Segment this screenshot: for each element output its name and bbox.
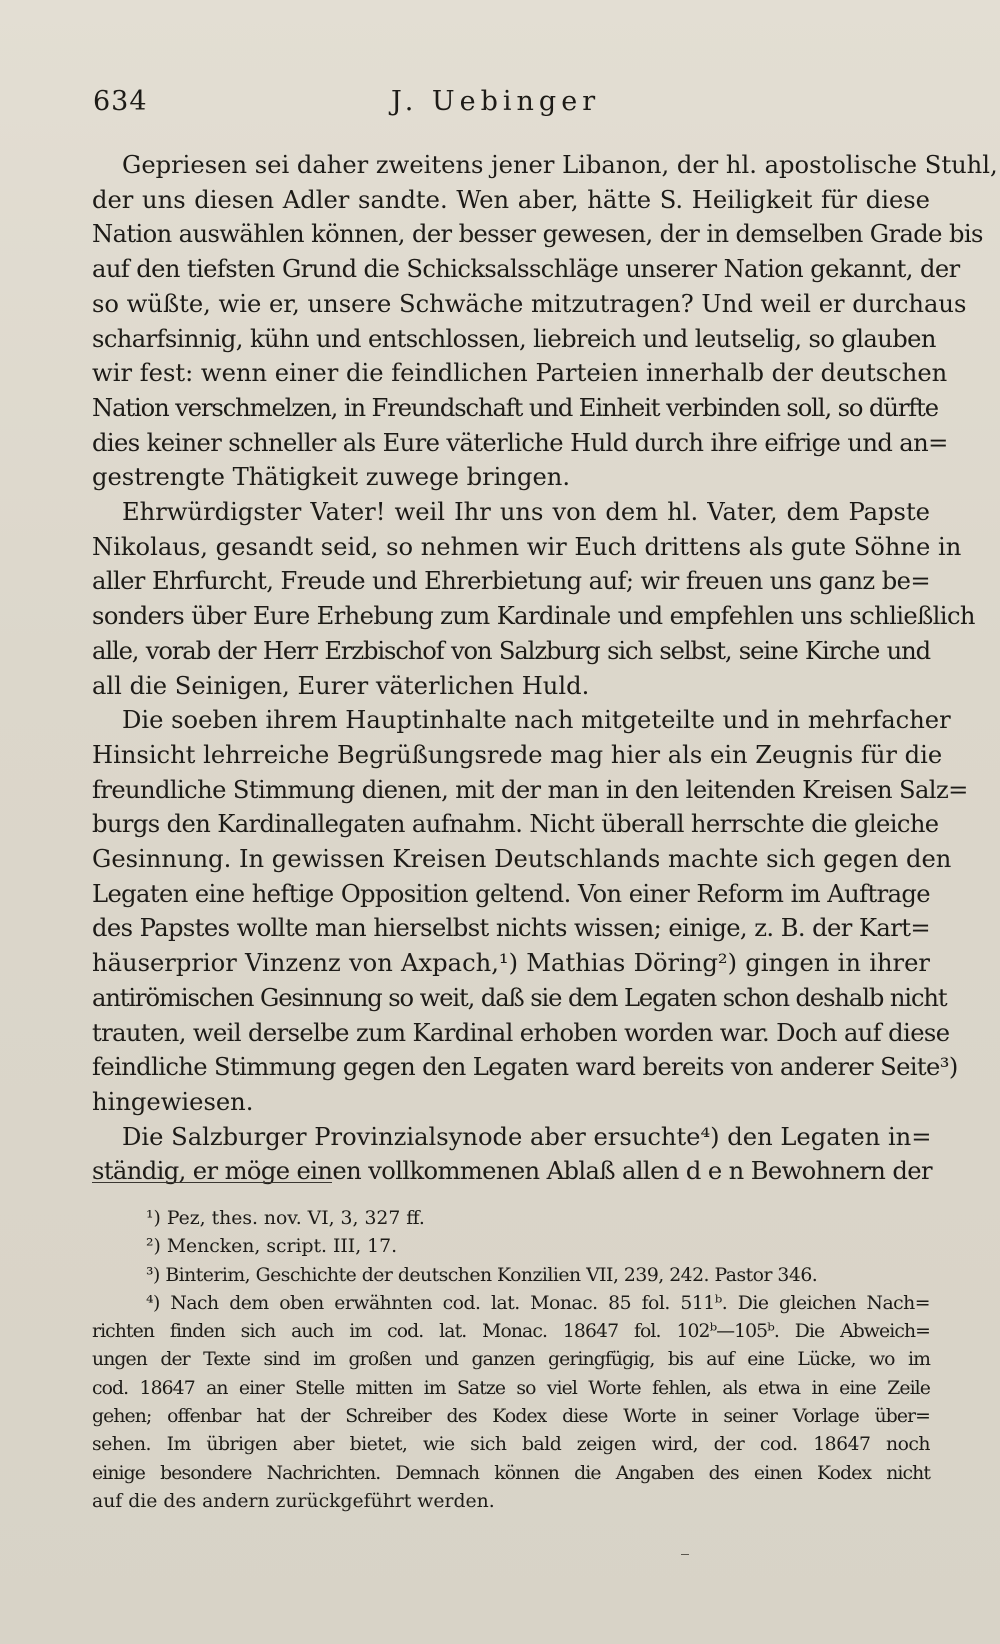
footnote-line: ungen der Texte sind im großen und ganzen geringfügig, bis auf eine Lücke, wo im xyxy=(92,1349,930,1371)
text-line: der uns diesen Adler sandte. Wen aber, hätte S. Heiligkeit für diese xyxy=(92,185,930,214)
text-line: Die soeben ihrem Hauptinhalte nach mitgeteilte und in mehrfacher xyxy=(122,706,951,735)
footnotes xyxy=(92,1205,930,1516)
text-line: feindliche Stimmung gegen den Legaten ward bereits von anderer Seite³) xyxy=(92,1053,958,1082)
text-line: wir fest: wenn einer die feindlichen Parteien innerhalb der deutschen xyxy=(92,359,948,388)
footnote-line: sehen. Im übrigen aber bietet, wie sich bald zeigen wird, der cod. 18647 noch xyxy=(92,1434,930,1456)
footnote-line: ¹) Pez, thes. nov. VI, 3, 327 ff. xyxy=(146,1208,425,1229)
text-line: freundliche Stimmung dienen, mit der man in den leitenden Kreisen Salz= xyxy=(92,775,968,804)
text-line: Die Salzburger Provinzialsynode aber ersuchte⁴) den Legaten in= xyxy=(122,1122,932,1151)
text-line: alle, vorab der Herr Erzbischof von Salzburg sich selbst, seine Kirche und xyxy=(92,636,930,665)
text-line: Gesinnung. In gewissen Kreisen Deutschlands machte sich gegen den xyxy=(92,845,952,874)
footnote-line: ⁴) Nach dem oben erwähnten cod. lat. Monac. 85 fol. 511ᵇ. Die gleichen Nach= xyxy=(146,1292,930,1314)
text-line: dies keiner schneller als Eure väterliche Huld durch ihre eifrige und an= xyxy=(92,428,948,457)
text-line: aller Ehrfurcht, Freude und Ehrerbietung auf; wir freuen uns ganz be= xyxy=(92,567,930,596)
footnote-line: ²) Mencken, script. III, 17. xyxy=(146,1236,398,1258)
text-line: so wüßte, wie er, unsere Schwäche mitzutragen? Und weil er durchaus xyxy=(92,289,967,318)
text-line: trauten, weil derselbe zum Kardinal erhoben worden war. Doch auf diese xyxy=(92,1018,950,1047)
running-head: J. Uebinger xyxy=(391,86,601,117)
stray-mark xyxy=(681,1554,689,1555)
text-line: Legaten eine heftige Opposition geltend. Von einer Reform im Auftrage xyxy=(92,879,930,908)
text-line: auf den tiefsten Grund die Schicksalsschläge unserer Nation gekannt, der xyxy=(92,255,960,284)
footnote-line: richten finden sich auch im cod. lat. Monac. 18647 fol. 102ᵇ—105ᵇ. Die Abweich= xyxy=(92,1321,930,1343)
text-line: hingewiesen. xyxy=(92,1087,254,1116)
footnote-line: cod. 18647 an einer Stelle mitten im Satze so viel Worte fehlen, als etwa in eine Zeile xyxy=(92,1377,930,1399)
footnote-line: gehen; offenbar hat der Schreiber des Kodex diese Worte in seiner Vorlage über= xyxy=(92,1406,930,1428)
text-line: scharfsinnig, kühn und entschlossen, liebreich und leutselig, so glauben xyxy=(92,324,936,353)
text-line: burgs den Kardinallegaten aufnahm. Nicht überall herrschte die gleiche xyxy=(92,810,939,839)
text-line: Ehrwürdigster Vater! weil Ihr uns von dem hl. Vater, dem Papste xyxy=(122,498,930,527)
footnote-line: einige besondere Nachrichten. Demnach können die Angaben des einen Kodex nicht xyxy=(92,1462,930,1484)
text-line: Nation verschmelzen, in Freundschaft und Einheit verbinden soll, so dürfte xyxy=(92,393,938,422)
page-number: 634 xyxy=(93,86,148,117)
footnote-line: auf die des andern zurückgeführt werden. xyxy=(92,1490,495,1512)
text-line: all die Seinigen, Eurer väterlichen Huld. xyxy=(92,671,590,700)
page-header xyxy=(93,86,933,126)
footnote-separator xyxy=(92,1182,332,1183)
text-line: Nation auswählen können, der besser gewesen, der in demselben Grade bis xyxy=(92,220,983,249)
text-line: antirömischen Gesinnung so weit, daß sie dem Legaten schon deshalb nicht xyxy=(92,983,947,1012)
text-line: des Papstes wollte man hierselbst nichts wissen; einige, z. B. der Kart= xyxy=(92,914,930,943)
text-line: Nikolaus, gesandt seid, so nehmen wir Euch drittens als gute Söhne in xyxy=(92,532,962,561)
text-line: Hinsicht lehrreiche Begrüßungsrede mag hier als ein Zeugnis für die xyxy=(92,740,943,769)
text-line: häuserprior Vinzenz von Axpach,¹) Mathias Döring²) gingen in ihrer xyxy=(92,949,930,978)
footnote-line: ³) Binterim, Geschichte der deutschen Konzilien VII, 239, 242. Pastor 346. xyxy=(146,1264,818,1286)
main-text xyxy=(92,148,998,1189)
text-line: gestrengte Thätigkeit zuwege bringen. xyxy=(92,463,571,492)
text-line: sonders über Eure Erhebung zum Kardinale und empfehlen uns schließlich xyxy=(92,602,975,631)
text-line: ständig, er möge einen vollkommenen Ablaß allen d e n Bewohnern der xyxy=(92,1157,932,1186)
text-line: Gepriesen sei daher zweitens jener Libanon, der hl. apostolische Stuhl, xyxy=(122,151,998,179)
